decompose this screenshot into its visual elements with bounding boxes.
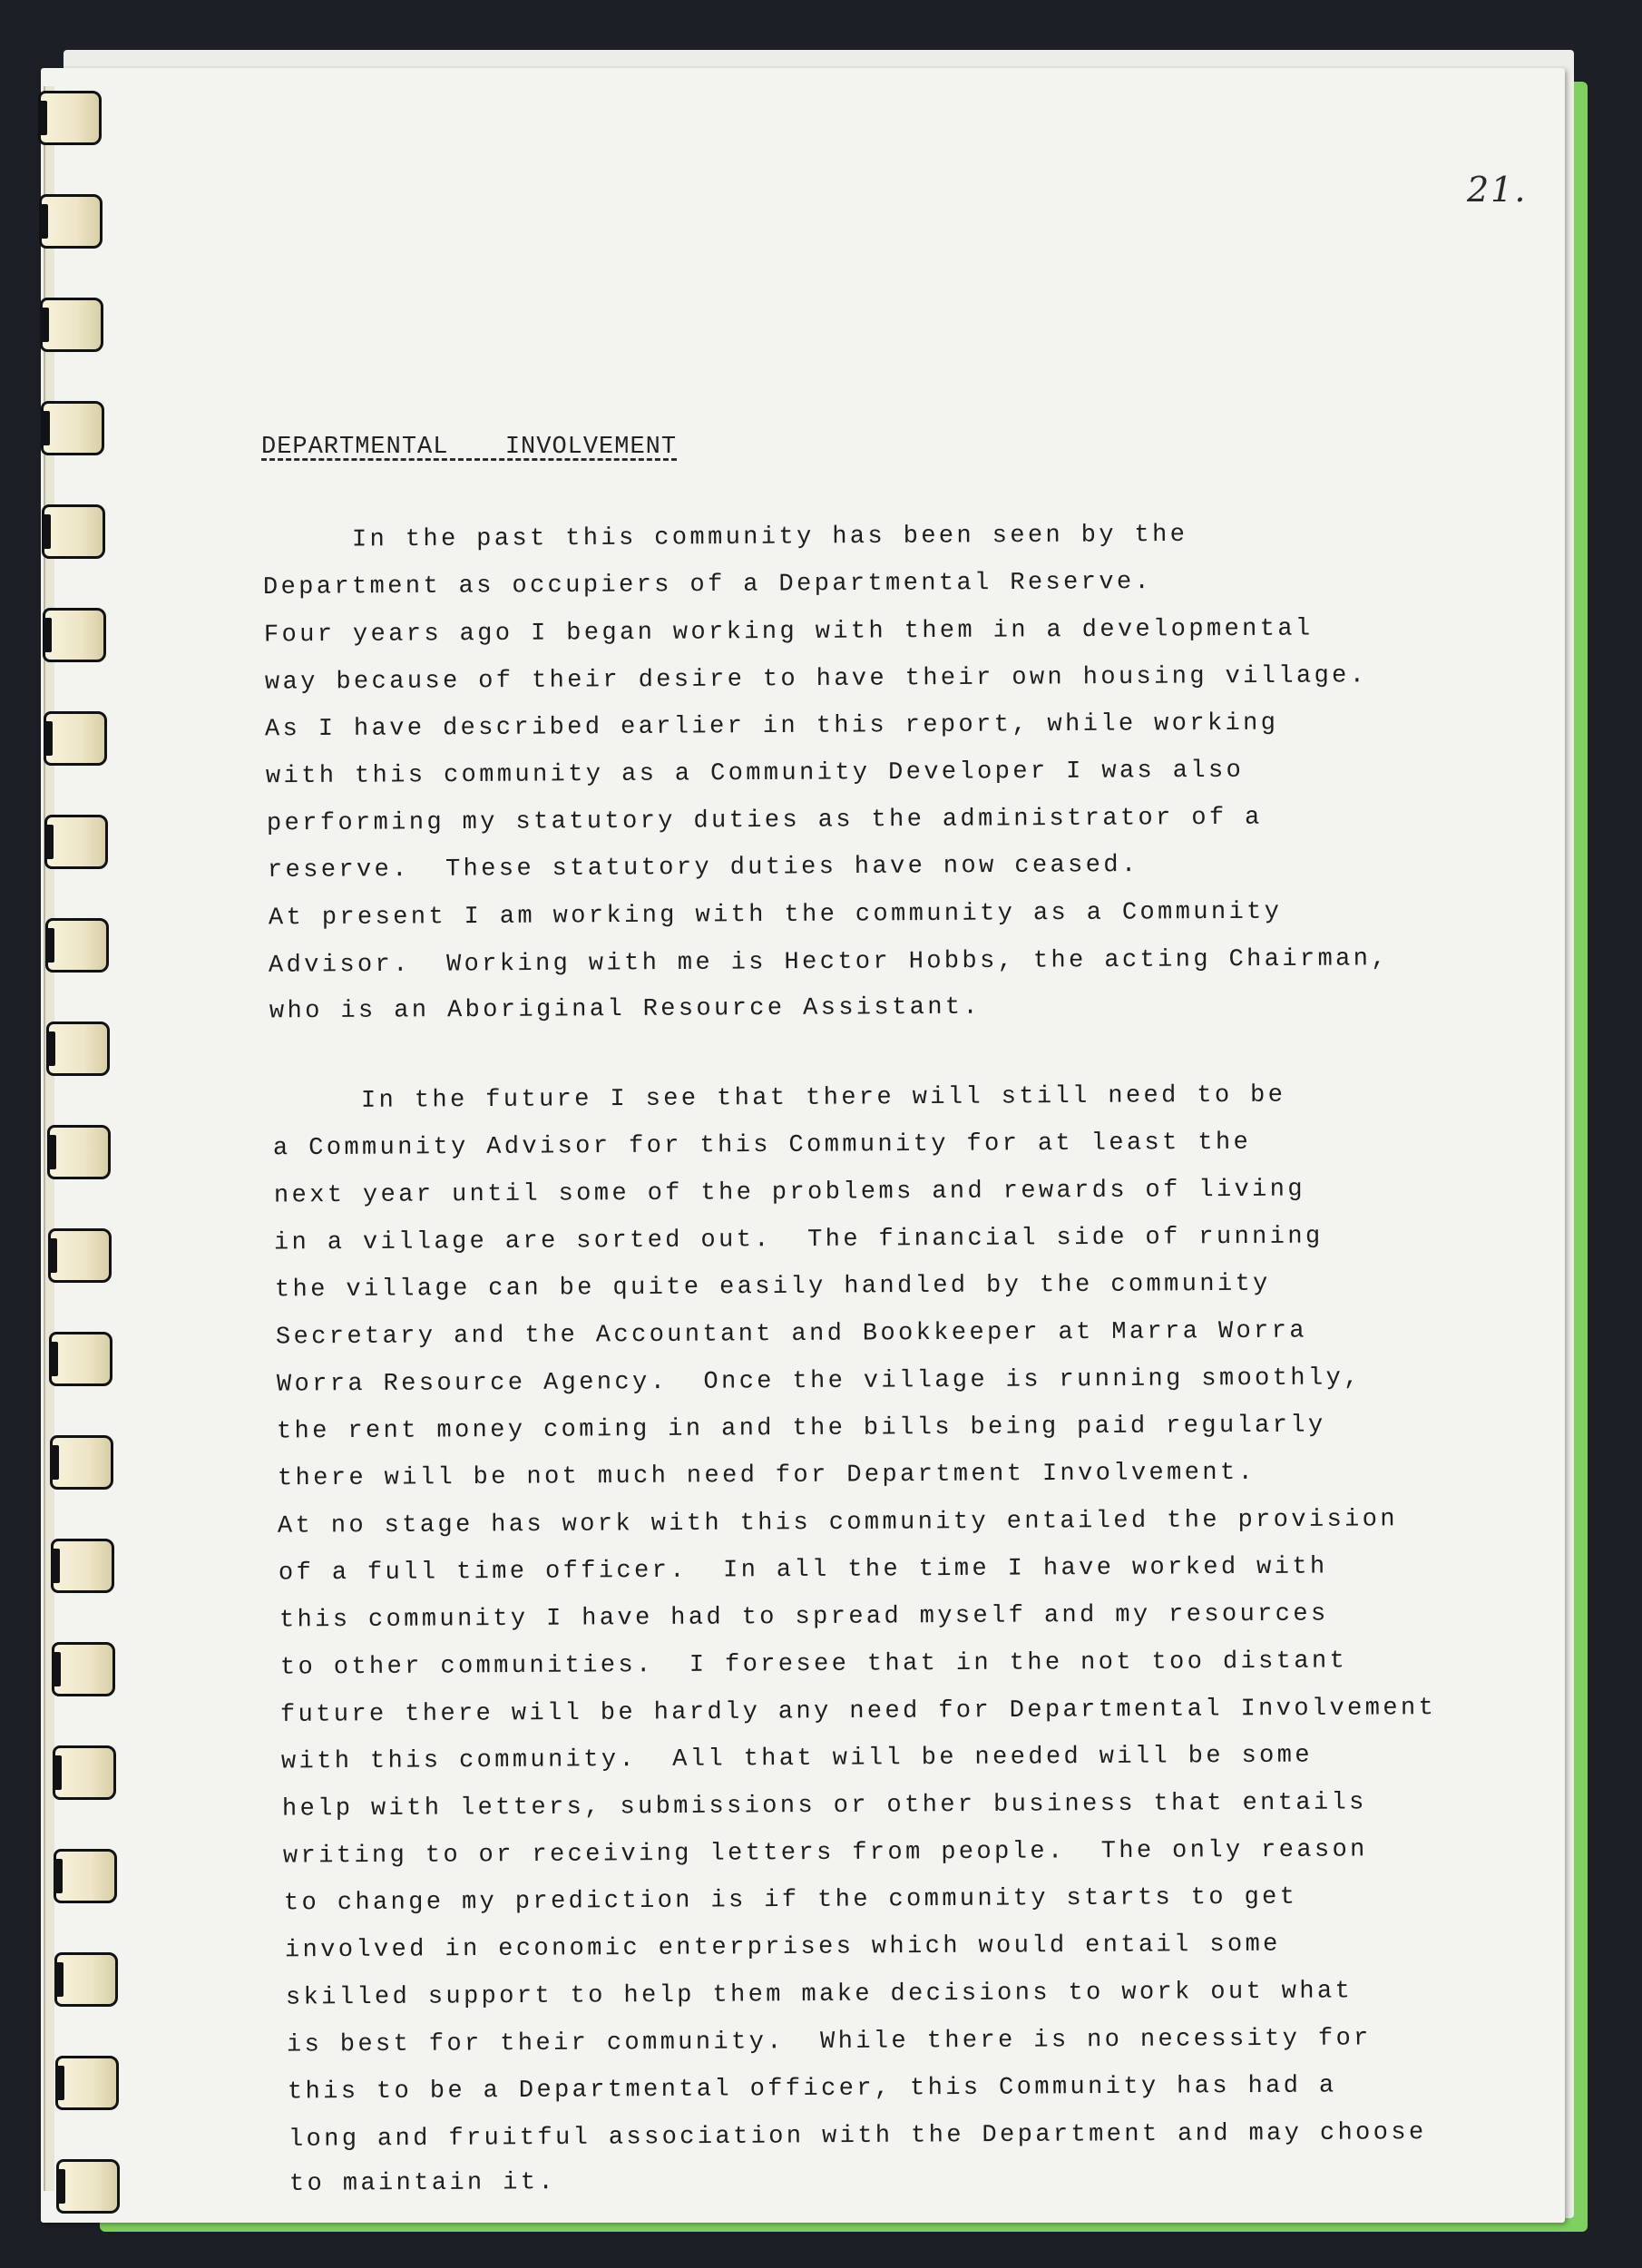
text-line: performing my statutory duties as the administrator of a bbox=[266, 804, 1263, 838]
text-line: In the future I see that there will still need to be bbox=[271, 1081, 1286, 1116]
binding-ring bbox=[44, 711, 107, 766]
text-line: skilled support to help them make decisions to work out what bbox=[285, 1978, 1354, 2012]
binding-ring bbox=[42, 504, 105, 559]
text-line: At no stage has work with this community entailed the provision bbox=[277, 1506, 1399, 1540]
text-line: As I have described earlier in this report, while working bbox=[264, 709, 1279, 744]
binding-ring bbox=[50, 1435, 113, 1490]
text-line: Advisor. Working with me is Hector Hobbs, the acting Chairman, bbox=[268, 945, 1390, 980]
text-line: this community I have had to spread myself and my resources bbox=[279, 1600, 1329, 1635]
text-line: Department as occupiers of a Departmental Reserve. bbox=[262, 569, 1153, 601]
text-line: in a village are sorted out. The financial side of running bbox=[273, 1223, 1324, 1257]
text-line: next year until some of the problems and rewards of living bbox=[273, 1176, 1306, 1210]
text-line: involved in economic enterprises which would entail some bbox=[284, 1931, 1281, 1965]
binding-ring bbox=[38, 91, 102, 145]
binding-ring bbox=[55, 2056, 119, 2110]
text-line: there will be not much need for Department Involvement. bbox=[277, 1459, 1256, 1493]
binding-ring bbox=[44, 815, 108, 869]
binding-ring bbox=[53, 1745, 116, 1800]
text-line: writing to or receiving letters from people. The only reason bbox=[282, 1836, 1368, 1871]
binding-ring bbox=[41, 401, 104, 455]
binding-ring bbox=[54, 1849, 117, 1903]
text-line: with this community as a Community Developer I was also bbox=[265, 757, 1245, 791]
binding-ring bbox=[54, 1952, 118, 2007]
text-line: of a full time officer. In all the time I have worked with bbox=[278, 1553, 1328, 1588]
page-number: 21. bbox=[1467, 170, 1528, 210]
text-line: with this community. All that will be needed will be some bbox=[280, 1742, 1314, 1776]
text-line: a Community Advisor for this Community for at least the bbox=[272, 1129, 1252, 1163]
text-line: the rent money coming in and the bills being paid regularly bbox=[276, 1412, 1326, 1446]
binding-ring bbox=[40, 298, 103, 352]
text-line: Worra Resource Agency. Once the village is running smoothly, bbox=[276, 1364, 1362, 1399]
text-line: this to be a Departmental officer, this Community has had a bbox=[287, 2072, 1337, 2107]
section-heading: DEPARTMENTAL INVOLVEMENT bbox=[261, 434, 678, 461]
text-line: who is an Aboriginal Resource Assistant. bbox=[269, 993, 982, 1026]
binding-ring bbox=[48, 1228, 112, 1283]
text-line: the village can be quite easily handled by the community bbox=[274, 1270, 1271, 1305]
text-line: to maintain it. bbox=[288, 2169, 557, 2198]
text-line: to change my prediction is if the community starts to get bbox=[283, 1883, 1298, 1918]
binding-ring bbox=[56, 2159, 120, 2214]
binding-ring bbox=[46, 1022, 110, 1076]
text-line: Secretary and the Accountant and Bookkeeper at Marra Worra bbox=[275, 1317, 1308, 1352]
spiral-binding bbox=[0, 0, 145, 2268]
binding-ring bbox=[51, 1539, 114, 1593]
text-line: help with letters, submissions or other business that entails bbox=[281, 1789, 1367, 1823]
binding-ring bbox=[43, 608, 106, 662]
text-line: long and fruitful association with the Department and may choose bbox=[288, 2119, 1427, 2154]
text-line: Four years ago I began working with them in a developmental bbox=[263, 615, 1314, 650]
text-line: way because of their desire to have their own housing village. bbox=[264, 662, 1368, 697]
binding-ring bbox=[52, 1642, 115, 1696]
text-line: future there will be hardly any need for Departmental Involvement bbox=[279, 1695, 1437, 1729]
text-line: reserve. These statutory duties have now ceased. bbox=[267, 852, 1139, 885]
binding-ring bbox=[47, 1125, 111, 1179]
binding-ring bbox=[45, 918, 109, 973]
binding-ring bbox=[39, 194, 103, 249]
text-line: is best for their community. While there is no necessity for bbox=[286, 2025, 1372, 2059]
binding-ring bbox=[49, 1332, 112, 1386]
text-line: At present I am working with the community as a Community bbox=[268, 898, 1283, 933]
text-line: to other communities. I foresee that in the not too distant bbox=[279, 1647, 1348, 1682]
text-line: In the past this community has been seen by the bbox=[262, 521, 1188, 555]
